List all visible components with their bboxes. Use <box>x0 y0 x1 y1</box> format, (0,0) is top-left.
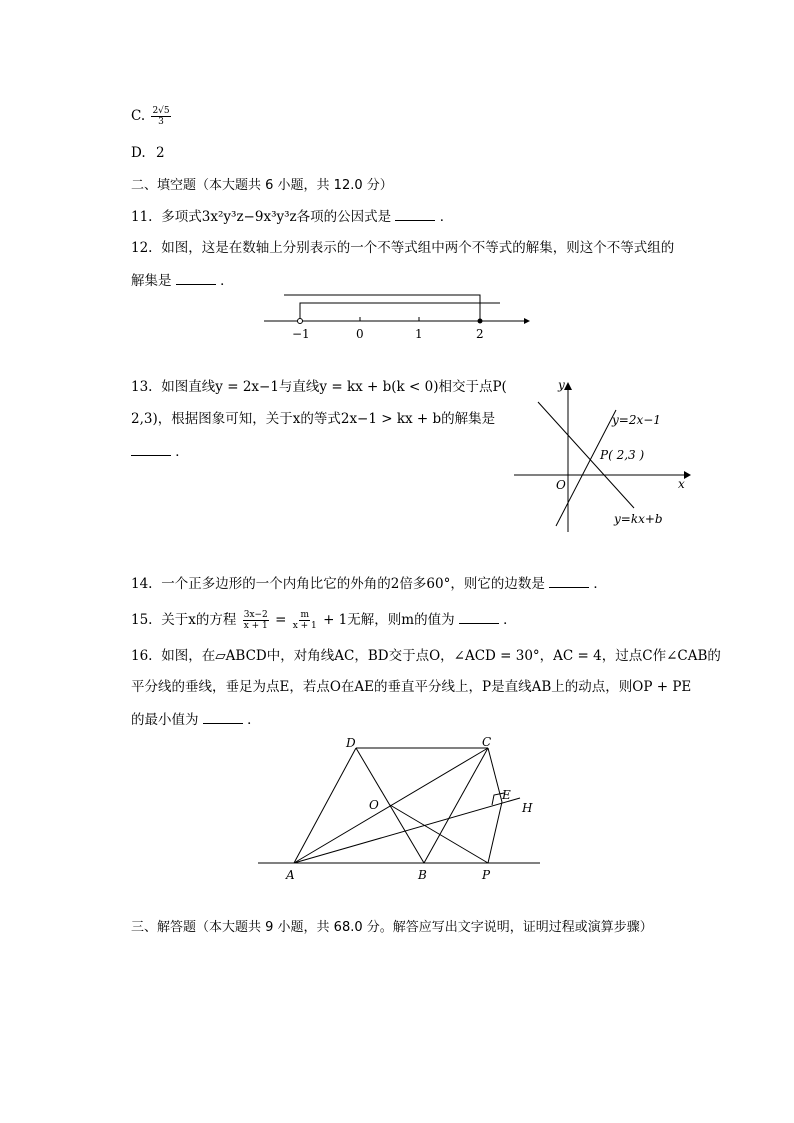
q12-answer-blank[interactable] <box>176 270 216 285</box>
closed-dot-two <box>478 319 483 324</box>
question-13 <box>131 377 507 397</box>
q13-end: ． <box>175 444 189 460</box>
bisector-ah <box>294 798 520 863</box>
question-16-line3 <box>131 709 261 730</box>
q15-fraction-1 <box>243 610 269 631</box>
option-c-label: C. <box>131 108 146 124</box>
q16-text: 如图，在▱ABCD中，对角线AC，BD交于点O，∠ACD = 30°，AC = 4，过点C作∠CAB的 <box>161 648 721 664</box>
solution-set-2 <box>284 295 480 321</box>
origin-label: O <box>556 478 566 492</box>
q16-text2: 平分线的垂线，垂足为点E，若点O在AE的垂直平分线上，P是直线AB上的动点，则OP + PE <box>131 679 692 695</box>
tick-label-minus-one: −1 <box>292 327 310 341</box>
section3-heading: 三、解答题（本大题共 9 小题，共 68.0 分。解答应写出文字说明，证明过程或演算步骤） <box>131 920 653 935</box>
option-c <box>131 106 173 127</box>
q15-frac1-denominator: x + 1 <box>243 621 268 631</box>
segment-bc <box>424 748 488 863</box>
solution-set-1 <box>300 303 500 321</box>
q13-number: 13. <box>131 379 153 395</box>
q16-number: 16. <box>131 648 153 664</box>
segment-ad <box>294 748 356 863</box>
q11-number: 11. <box>131 209 153 225</box>
q13-text: 如图直线y = 2x−1与直线y = kx + b(k < 0)相交于点P( <box>161 379 507 395</box>
option-c-fraction <box>151 106 170 127</box>
q15-text-a: 关于x的方程 <box>161 612 237 628</box>
line-y-2x-1 <box>556 410 616 526</box>
option-d-label: D. <box>131 145 146 161</box>
question-16-line2 <box>131 677 691 697</box>
q14-end: ． <box>593 576 607 592</box>
q13-graph-figure <box>512 376 692 536</box>
question-13-line3 <box>131 441 189 462</box>
q13-text2: 2,3)，根据图象可知，关于x的等式2x−1 > kx + b的解集是 <box>131 411 496 427</box>
label-o: O <box>369 798 379 812</box>
q11-text: 多项式3x²y³z−9x³y³z各项的公因式是 <box>161 209 392 225</box>
q15-number: 15. <box>131 612 153 628</box>
y-axis-label: y <box>558 378 565 392</box>
open-dot-minus-one <box>298 319 303 324</box>
point-p-label: P( 2,3 ) <box>600 448 645 462</box>
q16-end: ． <box>247 712 261 728</box>
q15-equals: = <box>275 612 287 628</box>
q15-end: ． <box>503 612 517 628</box>
q14-text: 一个正多边形的一个内角比它的外角的2倍多60°，则它的边数是 <box>161 576 545 592</box>
line1-label: y=2x−1 <box>612 413 661 427</box>
q15-frac2-denominator: x + 1 <box>292 621 317 631</box>
q15-frac2-numerator: m <box>300 610 310 620</box>
tick-label-zero: 0 <box>356 327 364 341</box>
q15-answer-blank[interactable] <box>459 609 499 624</box>
question-15 <box>131 609 517 631</box>
question-12 <box>131 238 674 258</box>
q11-end: ． <box>439 209 454 225</box>
q16-answer-blank[interactable] <box>203 709 243 724</box>
line2-label: y=kx+b <box>614 512 663 526</box>
label-b: B <box>418 868 427 882</box>
question-11 <box>131 206 453 227</box>
option-c-denominator: 3 <box>158 117 164 127</box>
q14-answer-blank[interactable] <box>549 573 589 588</box>
label-c: C <box>482 735 492 749</box>
q14-number: 14. <box>131 576 153 592</box>
q16-text3: 的最小值为 <box>131 712 199 728</box>
q15-text-b: + 1无解，则m的值为 <box>323 612 455 628</box>
question-13-line2 <box>131 409 495 429</box>
number-line-arrow <box>524 318 530 324</box>
label-p: P <box>482 868 491 882</box>
option-d-value: 2 <box>155 145 165 161</box>
x-axis-label: x <box>678 477 685 491</box>
y-axis-arrow <box>564 382 572 390</box>
q12-end: ． <box>220 273 234 289</box>
q15-frac1-numerator: 3x−2 <box>243 610 268 620</box>
x-axis-arrow <box>684 471 691 479</box>
section2-heading: 二、填空题（本大题共 6 小题，共 12.0 分） <box>131 178 393 193</box>
tick-label-two: 2 <box>476 327 484 341</box>
label-h: H <box>522 801 533 815</box>
option-d <box>131 143 165 163</box>
segment-ep <box>488 802 502 863</box>
q12-number-line-figure <box>262 290 532 344</box>
q11-answer-blank[interactable] <box>395 206 435 221</box>
q12-number: 12. <box>131 240 153 256</box>
label-d: D <box>346 736 356 750</box>
q12-text: 如图，这是在数轴上分别表示的一个不等式组中两个不等式的解集，则这个不等式组的 <box>161 240 675 256</box>
q16-parallelogram-figure <box>256 734 546 884</box>
question-14 <box>131 573 607 594</box>
tick-label-one: 1 <box>415 327 423 341</box>
option-c-numerator: 2√5 <box>152 106 170 116</box>
question-12-line2 <box>131 270 234 291</box>
question-16 <box>131 646 721 666</box>
q15-fraction-2 <box>293 610 317 631</box>
q13-answer-blank[interactable] <box>131 441 171 456</box>
segment-op <box>390 805 488 863</box>
q12-text2: 解集是 <box>131 273 172 289</box>
label-a: A <box>286 868 295 882</box>
label-e: E <box>502 788 511 802</box>
